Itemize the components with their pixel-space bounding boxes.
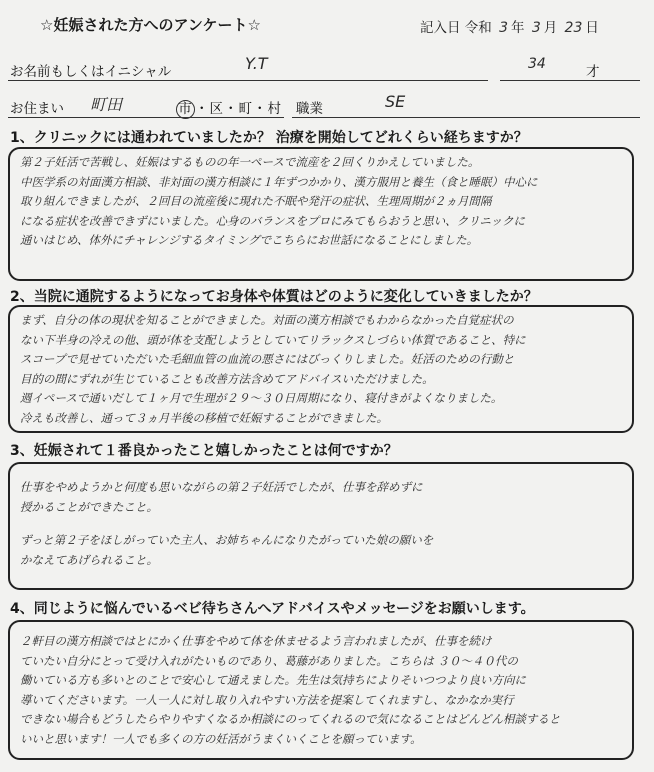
date-day: 23 [564,20,583,36]
date-year-unit: 年 [511,20,525,36]
answer-2-line: スコープで見せていただいた毛細血管の血流の悪さにはびっくりしました。妊活のための行動と [20,352,515,366]
date-label: 記入日 [420,20,461,36]
form-title: ☆妊娠された方へのアンケート☆ [40,16,261,34]
answer-3-line [20,517,622,531]
question-1: 1、クリニックには通われていましたか？ 治療を開始してどれくらい経ちますか？ [10,130,528,146]
answer-3-box [8,462,634,590]
answer-4-line: ていたい自分にとって受け入れがたいものであり、葛藤がありました。こちらは ３０〜４０代の [20,653,518,668]
address-type-selected: 市 [176,100,195,119]
answer-4-line: できない場合もどうしたらやりやすくなるか相談にのってくれるので気になることはどんどん相談すると [20,712,561,726]
answer-2-line: まず、自分の体の現状を知ることができました。対面の漢方相談でもわからなかった自覚症状の [20,313,514,327]
answer-2-line: 目的の間にずれが生じていることも改善方法含めてアドバイスいただけました。 [20,371,434,386]
date-month-unit: 月 [543,20,558,36]
answer-4-line: 働いている方も多いとのことで安心して通えました。先生は気持ちによりそいつつより良い方向に [20,673,526,687]
address-label: お住まい [10,101,64,117]
answer-1-line: になる症状を改善できずにいました。心身のバランスをプロにみてもらおうと思い、クリニックに [20,213,525,228]
question-3: 3、妊娠されて１番良かったこと嬉しかったことは何ですか？ [10,443,398,459]
name-value: Y.T [245,54,268,73]
date-era: 令和 [464,20,492,36]
age-value: 34 [528,56,546,72]
address-underline [8,117,284,118]
answer-1-box [8,147,634,281]
answer-3-line: かなえてあげられること。 [20,552,158,567]
answer-1-line: 中医学系の対面漢方相談、非対面の漢方相談に１年ずつかかり、漢方服用と養生（食と睡眠）中心に [20,174,538,189]
answer-4-line: ２軒目の漢方相談ではとにかく仕事をやめて体を休ませるよう言われましたが、仕事を続け [20,634,492,648]
answer-1-line: 第２子妊活で苦戦し、妊娠はするものの年一ペースで流産を２回くりかえしていました。 [20,155,480,169]
answer-3-line: ずっと第２子をほしがっていた主人、お姉ちゃんになりたがっていた娘の願いを [20,533,434,547]
answer-4-box [8,620,634,760]
age-underline [500,80,640,81]
date-year: 3 [499,20,509,36]
answer-2-line: 週イペースで通いだして１ヶ月で生理が２９〜３０日周期になり、寝付きがよくなりました。 [20,391,503,405]
answer-2-line: 冷えも改善し、通って３ヵ月半後の移植で妊娠することができました。 [20,410,388,425]
date-month: 3 [531,20,541,36]
answer-3-line: 授かることができたこと。 [20,499,158,514]
address-value: 町田 [90,95,123,114]
answer-1-line: 通いはじめ、体外にチャレンジするタイミングでこちらにお世話になることにしました。 [20,233,479,247]
address-type-rest: ・区・町・村 [195,101,282,117]
job-value: SE [385,92,406,111]
answer-4-line: いいと思います！一人でも多くの方の妊活がうまくいくことを願っています。 [20,731,422,746]
job-underline [292,117,640,118]
question-2: 2、当院に通院するようになってお身体や体質はどのように変化していきましたか？ [10,289,538,305]
age-unit: 才 [586,64,600,80]
answer-4-line: 導いてくださいます。一人一人に対し取り入れやすい方法を提案してくれますし、なかなか実行 [20,692,514,707]
address-type-options [176,97,282,119]
name-underline [8,80,488,81]
answer-1-line: 取り組んできましたが、２回目の流産後に現れた不眠や発汗の症状、生理周期が２ヵ月間隔 [20,194,492,208]
date-day-unit: 日 [585,20,599,36]
job-label: 職業 [296,101,323,117]
entry-date [420,16,599,36]
answer-2-box [8,305,634,433]
question-4: 4、同じように悩んでいるベビ待ちさんへアドバイスやメッセージをお願いします。 [10,601,535,617]
answer-3-line: 仕事をやめようかと何度も思いながらの第２子妊活でしたが、仕事を辞めずに [20,480,423,494]
answer-2-line: ない下半身の冷えの他、頭が体を支配しようとしていてリラックスしづらい体質であること、特に [20,332,526,347]
name-label: お名前もしくはイニシャル [10,64,172,80]
